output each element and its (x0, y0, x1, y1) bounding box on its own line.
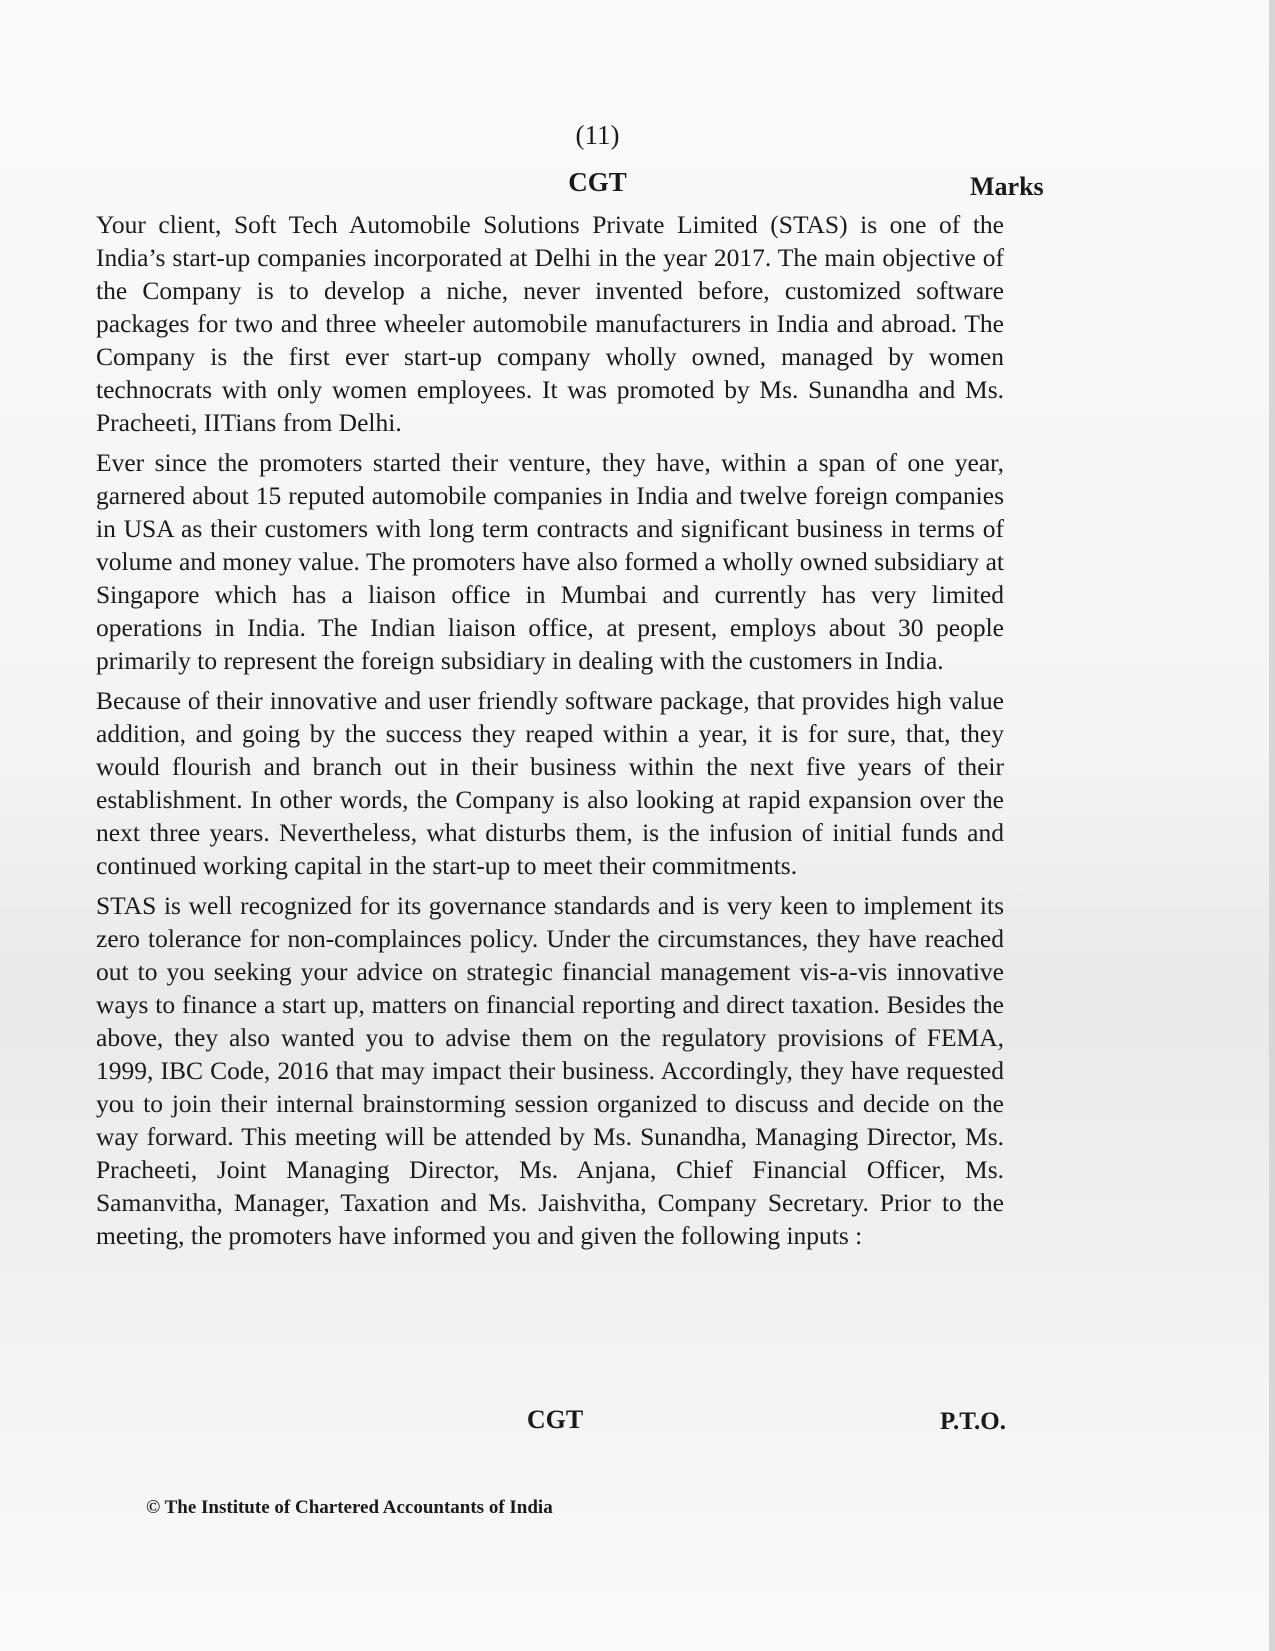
marks-column-label: Marks (970, 172, 1044, 201)
paragraph-4: STAS is well recognized for its governance standards and is very keen to implement its zero tolerance for non-complainces policy. Under the circumstances, they have reached out to you seeking your advice on strategic financial management vis-a-vis innovative ways to finance a start up, matters on financial reporting and direct taxation. Besides the above, they also wanted you to advise them on the regulatory provisions of FEMA, 1999, IBC Code, 2016 that may impact their business. Accordingly, they have requested you to join their internal brainstorming session organized to discuss and decide on the way forward. This meeting will be attended by Ms. Sunandha, Managing Director, Ms. Pracheeti, Joint Managing Director, Ms. Anjana, Chief Financial Officer, Ms. Samanvitha, Manager, Taxation and Ms. Jaishvitha, Company Secretary. Prior to the meeting, the promoters have informed you and given the following inputs : (96, 891, 1004, 1250)
paragraph-1: Your client, Soft Tech Automobile Solutions Private Limited (STAS) is one of the India’s start-up companies incorporated at Delhi in the year 2017. The main objective of the Company is to develop a niche, never invented before, customized software packages for two and three wheeler automobile manufacturers in India and abroad. The Company is the first ever start-up company wholly owned, managed by women technocrats with only women employees. It was promoted by Ms. Sunandha and Ms. Pracheeti, IITians from Delhi. (96, 210, 1004, 437)
copyright-notice: © The Institute of Chartered Accountants of India (146, 1497, 553, 1518)
please-turn-over: P.T.O. (940, 1408, 1006, 1435)
paragraph-3: Because of their innovative and user friendly software package, that provides high value addition, and going by the success they reaped within a year, it is for sure, that, they would flourish and branch out in their business within the next five years of their establishment. In other words, the Company is also looking at rapid expansion over the next three years. Nevertheless, what disturbs them, is the infusion of initial funds and continued working capital in the start-up to meet their commitments. (96, 686, 1004, 880)
case-study-text (96, 208, 1004, 1259)
page-number: (11) (575, 120, 620, 150)
scan-edge (1269, 0, 1275, 1651)
paragraph-2: Ever since the promoters started their venture, they have, within a span of one year, garnered about 15 reputed automobile companies in India and twelve foreign companies in USA as their customers with long term contracts and significant business in terms of volume and money value. The promoters have also formed a wholly owned subsidiary at Singapore which has a liaison office in Mumbai and currently has very limited operations in India. The Indian liaison office, at present, employs about 30 people primarily to represent the foreign subsidiary in dealing with the customers in India. (96, 448, 1004, 675)
paper-code-footer: CGT (526, 1405, 584, 1434)
paper-code-header: CGT (568, 167, 627, 197)
